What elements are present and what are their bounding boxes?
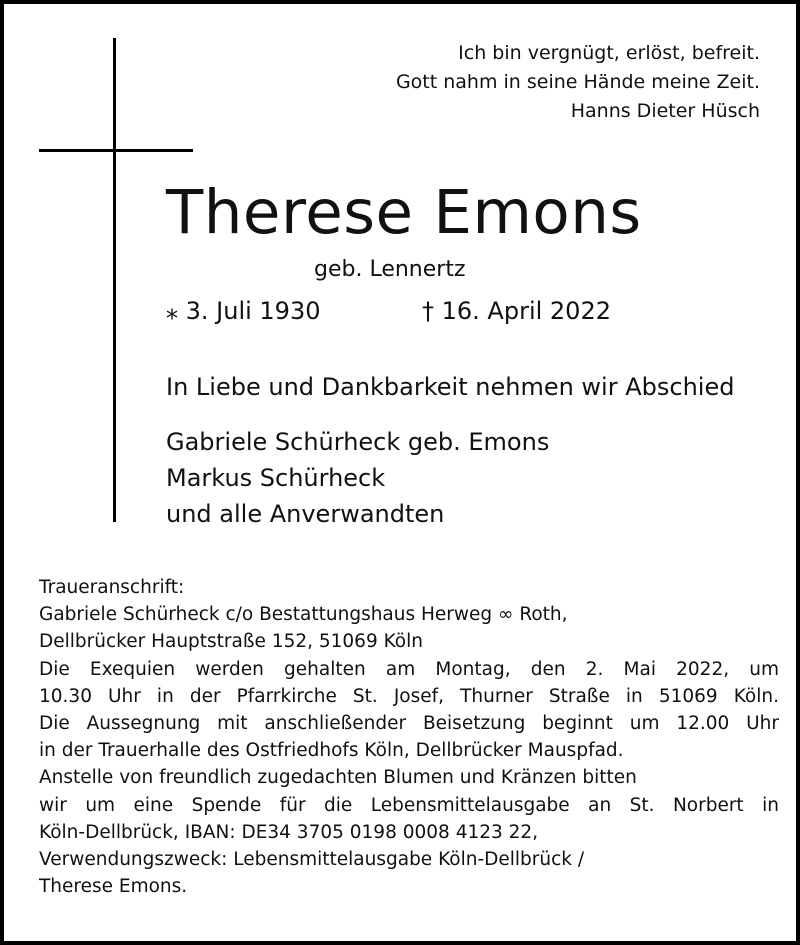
details-line: Gabriele Schürheck c/o Bestattungshaus Herweg ∞ Roth,	[39, 604, 568, 626]
poem-quote	[396, 39, 760, 126]
details-line: Anstelle von freundlich zugedachten Blumen und Kränzen bitten	[39, 767, 637, 789]
details-line: Dellbrücker Hauptstraße 152, 51069 Köln	[39, 631, 423, 653]
quote-line-1: Ich bin vergnügt, erlöst, befreit.	[458, 42, 760, 64]
details-line: Therese Emons.	[39, 876, 188, 898]
details-line: Die Aussegnung mit anschließender Beisetzung beginnt um 12.00 Uhr	[39, 713, 779, 735]
quote-line-2: Gott nahm in seine Hände meine Zeit.	[395, 71, 760, 93]
quote-author: Hanns Dieter Hüsch	[570, 100, 760, 122]
cross-horizontal-bar	[39, 149, 193, 152]
details-line: wir um eine Spende für die Lebensmittelausgabe an St. Norbert in	[39, 794, 779, 816]
details-line: in der Trauerhalle des Ostfriedhofs Köln, Dellbrücker Mauspfad.	[39, 740, 624, 762]
maiden-name: geb. Lennertz	[314, 257, 466, 282]
death-date: † 16. April 2022	[422, 297, 611, 325]
mourner-3: und alle Anverwandten	[166, 500, 445, 528]
mourner-1: Gabriele Schürheck geb. Emons	[166, 428, 550, 456]
details-line: Traueranschrift:	[39, 577, 185, 598]
details-line: Köln-Dellbrück, IBAN: DE34 3705 0198 0008 4123 22,	[39, 821, 539, 843]
funeral-details	[39, 574, 779, 900]
mourner-2: Markus Schürheck	[166, 464, 386, 492]
details-line: Verwendungszweck: Lebensmittelausgabe Köln-Dellbrück /	[39, 849, 585, 871]
farewell-line: In Liebe und Dankbarkeit nehmen wir Abschied	[166, 373, 735, 401]
mourners-list	[166, 424, 549, 532]
deceased-name: Therese Emons	[166, 177, 642, 248]
details-line: Die Exequien werden gehalten am Montag, den 2. Mai 2022, um	[39, 658, 779, 680]
birth-date: ⁎ 3. Juli 1930	[166, 297, 321, 325]
cross-vertical-bar	[113, 38, 116, 522]
details-line: 10.30 Uhr in der Pfarrkirche St. Josef, Thurner Straße in 51069 Köln.	[39, 685, 779, 707]
